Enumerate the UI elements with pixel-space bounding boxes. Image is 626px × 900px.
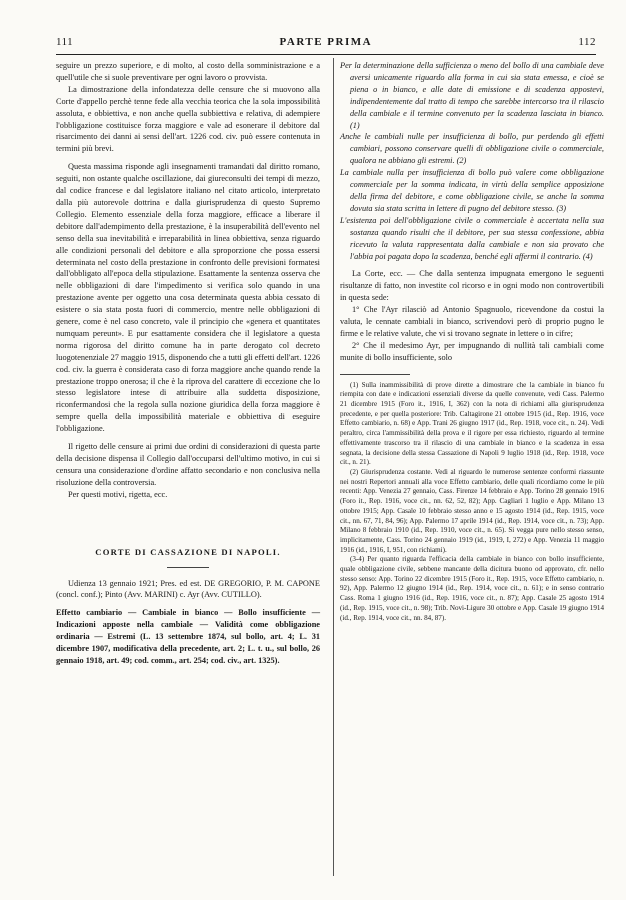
- case-summary: Effetto cambiario — Cambiale in bianco — Bollo insufficiente — Indicazioni apposte nella cambiale — Validità come obbligazione ordinaria — Estremi (L. 13 settembre 1874, sul bollo, art. 4; L. 31 dicembre 1907, modificativa della precedente, art. 2; L. t. u., sul bollo, 26 gennaio 1918, art. 49; cod. comm., art. 254; cod. civ., art. 1325).: [56, 608, 320, 665]
- page-header: [56, 34, 596, 50]
- maxim: Per la determinazione della sufficienza o meno del bollo di una cambiale deve aversi unicamente riguardo alla forma in cui sia stata emessa, e cioè se piena o in bianco, e alle date di emissione e di scadenza appostevi, indipendentemente dal tratto di tempo che sarebbe intercorso tra il rilascio della cambiale e il termine convenuto per la scadenza lasciata in bianco. (1): [340, 61, 604, 130]
- header-rule: [56, 54, 596, 55]
- right-column: [340, 60, 604, 623]
- paragraph: Questa massima risponde agli insegnamenti tramandati dal diritto romano, seguiti, non ostante qualche oscillazione, dai giureconsulti dei tempi di mezzo, dal codice francese e dal legislatore italiano nel citato articolo, interpretato dalla più autorevole dottrina e dalla giurisprudenza di questo Supremo Collegio. Elemento essenziale della forza maggiore, efficace a liberare il debitore dall'adempimento della prestazione, è la insuperabilità dell'evento nel senso della sua inevitabilità e irreparabilità in linea obbiettiva, senza riguardo alle condizioni personali del debitore e alla sproporzione che possa essersi determinata nel costo della prestazione in confronto delle previsioni formatesi dall'obbligato all'epoca della stipulazione. Esattamente la sentenza osserva che nelle obbligazioni di dare l'impedimento si verifica solo quando in una prestazione avente per oggetto una cosa determinata questa abbia cessato di esistere o sia stata posta fuori di commercio, mentre nelle obbligazioni di genere, come è nel caso concreto, vale il principio che «genera et quantitates numquam pereunt». E pur esattamente considera che il legislatore a questa norma rigorosa del diritto comune ha in parte derogato col decreto luogotenenziale 27 maggio 1915, disponendo che a tutti gli effetti dell'art. 1226 cod. civ. la guerra è considerata caso di forza maggiore anche quando rende la prestazione troppo onerosa; il che è la riprova del carattere di eccezione che lo stesso legislatore intese di attribuire alla suddetta disposizione, riconfermandosi che la regola sulla nozione giuridica della forza maggiore è sempre quella della impossibilità materiale e obbiettiva di eseguire l'obbligazione.: [56, 162, 320, 434]
- maxims: [340, 60, 604, 262]
- paragraph: seguire un prezzo superiore, e di molto, al costo della somministrazione e a quell'utile che si suole preventivare per ogni lavoro o provvista.: [56, 61, 320, 82]
- footnote: (1) Sulla inammissibilità di prove dirette a dimostrare che la cambiale in bianco fu riempita con date e indicazioni essenziali diverse da quelle convenute, vedi Cass. Palermo 21 dicembre 1915 (Foro it., 1916, I, 362) con la nota di richiami alla giurisprudenza precedente, e per quella posteriore: Trib. Caltagirone 21 ottobre 1915 (id., Rep. 1916, voce Effetto cambiario, n. 68) e App. Trani 26 giugno 1917 (id., Rep. 1918, voce cit., n. 24). Vedi peraltro, circa l'ammissibilità della prova e il rigore per essa richiesto, riguardo al termine effettivamente trascorso tra il rilascio di una cambiale in bianco e la scadenza in essa segnata, la decisione della stessa Cassazione di Napoli 9 luglio 1918 (id., Rep. 1918, voce cit., n. 21).: [340, 380, 604, 467]
- footnote: (2) Giurisprudenza costante. Vedi al riguardo le numerose sentenze conformi riassunte nei nostri Repertori annuali alla voce Effetto cambiario, delle quali ricordiamo come le più recenti: App. Venezia 27 gennaio, Cass. Firenze 14 febbraio e App. Torino 28 gennaio 1916 (Foro it., Rep. 1916, voce cit., nn. 62, 52, 82); App. Cagliari 1 luglio e App. Milano 13 ottobre 1915; App. Casale 10 febbraio stesso anno e 15 agosto 1914 (id., Rep. 1915, voce cit., nn. 67, 71, 84, 96); App. Palermo 17 aprile 1914 (id., Rep. 1914, voce cit., n. 73); App. Milano 8 febbraio 1910 (id., Rep. 1910, voce cit., n. 65). Si vegga pure nello stesso senso, implicitamente, Cass. Torino 24 gennaio 1919 (id., 1919, I, 272) e App. Venezia 11 maggio 1916 (id., 1916, I, 951, con richiami).: [340, 467, 604, 554]
- column-divider: [333, 58, 334, 876]
- maxim: L'esistenza poi dell'obbligazione civile o commerciale è accertata nella sua sostanza quando risulti che il debitore, per sua stessa confessione, abbia ricevuto la valuta rappresentata dalla cambiale e non sia provato che l'abbia poi pagata dopo la scadenza, benché egli affermi il contrario. (4): [340, 215, 604, 261]
- body-paragraph: 1° Che l'Ayr rilasciò ad Antonio Spagnuolo, ricevendone da costui la valuta, le cennate cambiali in bianco, scrivendovi però di proprio pugno le firme e le relative valute, che vi si trovano segnate in lettere o in cifre;: [340, 305, 604, 338]
- footnotes: [340, 381, 604, 624]
- notes-rule: [340, 374, 410, 375]
- paragraph: La dimostrazione della infondatezza delle censure che si muovono alla Corte d'appello perchè tenne fede alla vecchia teorica che la sola impossibilità assoluta, e obbiettiva, e non anche quella subbiettiva e relativa, di adempiere l'obbligazione costituisce forza maggiore e vale ad esonerare il debitore dal risarcimento dei danni ai sensi dell'art. 1226 cod. civ. può essere contenuta in termini più brevi.: [56, 84, 320, 154]
- page-number-right: 112: [578, 36, 596, 48]
- paragraph: Per questi motivi, rigetta, ecc.: [68, 489, 168, 499]
- body-paragraph: 2° Che il medesimo Ayr, per impugnando di nullità tali cambiali come munite di bollo insufficiente, solo: [340, 340, 604, 362]
- body-paragraph: La Corte, ecc. — Che dalla sentenza impugnata emergono le seguenti risultanze di fatto, non investite col ricorso e in ogni modo non controvertibili in questa sede:: [340, 269, 604, 303]
- hearing-info: Udienza 13 gennaio 1921; Pres. ed est. DE GREGORIO, P. M. CAPONE (concl. conf.); Pinto (Avv. MARINI) c. Ayr (Avv. CUTILLO).: [56, 578, 320, 600]
- running-title: PARTE PRIMA: [279, 36, 373, 48]
- maxim: La cambiale nulla per insufficienza di bollo può valere come obbligazione commerciale per la somma indicata, in virtù della semplice apposizione della firma del debitore, e come obbligazione civile, se anche la somma dovuta sia stata scritta in lettere di pugno del debitore stesso. (3): [340, 168, 604, 213]
- page-number-left: 111: [56, 36, 74, 48]
- left-column: [56, 60, 320, 667]
- paragraph: Il rigetto delle censure ai primi due ordini di considerazioni di questa parte della decisione dispensa il Collegio dall'occuparsi dell'ultimo motivo, in cui si censura una considerazione d'ordine affatto secondario e non conclusiva nella risoluzione della controversia.: [56, 442, 320, 487]
- court-divider: [167, 567, 209, 568]
- footnote: (3-4) Per quanto riguarda l'efficacia della cambiale in bianco con bollo insufficiente, quale obbligazione civile, sebbene mancante della dicitura buono od approvato, cfr. nello stesso senso: App. Torino 22 dicembre 1915 (Foro it., Rep. 1915, voce Effetto cambiario, n. 92), App. Palermo 12 giugno 1914 (id., Rep. 1914, voce cit., n. 61); e in senso contrario Cass. Roma 1 giugno 1916 (id., Rep. 1916, voce cit., n. 87); App. Casale 25 agosto 1914 (id., Rep. 1915, voce cit., n. 98); Trib. Novi-Ligure 30 ottobre e App. Casale 19 giugno 1914 (id., Rep. 1914, voce cit., nn. 84, 87).: [340, 555, 604, 622]
- court-heading: CORTE DI CASSAZIONE DI NAPOLI.: [95, 546, 281, 557]
- maxim: Anche le cambiali nulle per insufficienza di bollo, pur perdendo gli effetti cambiari, possono conservare quelli di obbligazione civile o commerciale, qualora ne abbiano gli estremi. (2): [340, 132, 604, 166]
